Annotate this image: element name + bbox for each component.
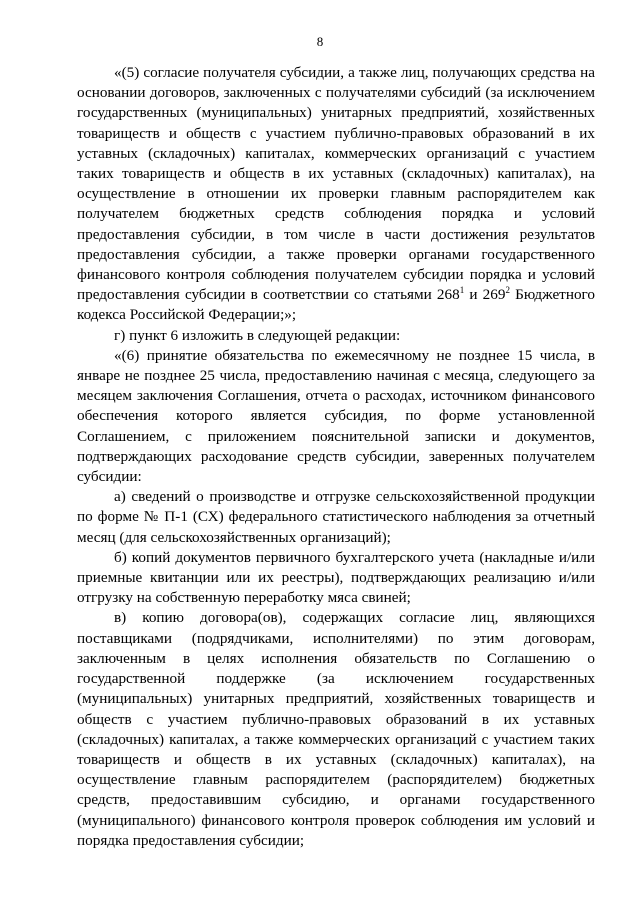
- paragraph-item-a: а) сведений о производстве и отгрузке сельскохозяйственной продукции по форме № П-1 (СХ) федерального статистического наблюдения за отчетный месяц (для сельскохозяйственных организаций);: [77, 488, 595, 546]
- superscript-article-268: 1: [459, 285, 465, 296]
- paragraph-text: «(5) согласие получателя субсидии, а также лиц, получающих средства на основании договоров, заключенных с получателями субсидий (за исключением государственных (муниципальных) унитарных предприятий, хозяйственных товариществ и обществ с участием публично-правовых образований в их уставных (складочных) капиталах, коммерческих организаций с участием таких товариществ и обществ в их уставных (складочных) капиталах), на осуществление в отношении их проверки главным распорядителем как получателем бюджетных средств соблюдения порядка и условий предоставления субсидии, в том числе в части достижения результатов предоставления субсидии, а также проверки органами государственного финансового контроля соблюдения получателем субсидии порядка и условий предоставления субсидии в соответствии со статьями 268: [77, 64, 595, 304]
- paragraph-amendment-item-g: г) пункт 6 изложить в следующей редакции:: [114, 326, 401, 344]
- paragraph-consent-clause-5: [77, 63, 595, 326]
- page-number: 8: [316, 34, 324, 49]
- document-body: [77, 63, 595, 851]
- paragraph-obligation-clause-6: «(6) принятие обязательства по ежемесячному не позднее 15 числа, в январе не позднее 25 числа, предоставлению начиная с месяца, следующего за месяцем заключения Соглашения, отчета о расходах, источником финансового обеспечения которого является субсидия, по форме установленной Соглашением, с приложением пояснительной записки и документов, подтверждающих расходование средств субсидии, заверенных получателем субсидии:: [77, 346, 595, 486]
- paragraph-item-b: б) копий документов первичного бухгалтерского учета (накладные и/или приемные квитанции или их реестры), подтверждающих реализацию и/или отгрузку на собственную переработку мяса свиней;: [77, 548, 595, 607]
- superscript-article-269: 2: [505, 285, 510, 296]
- paragraph-text: и 269: [464, 286, 506, 304]
- paragraph-item-v: в) копию договора(ов), содержащих согласие лиц, являющихся поставщиками (подрядчиками, исполнителями) по этим договорам, заключенным в целях исполнения обязательств по Соглашению о государственной поддержке (за исключением государственных (муниципальных) унитарных предприятий, хозяйственных товариществ и обществ с участием публично-правовых образований в их уставных (складочных) капиталах, а также коммерческих организаций с участием таких товариществ и обществ в их уставных (складочных) капиталах), на осуществление главным распорядителем (распорядителем) бюджетных средств, предоставившим субсидию, и органами государственного (муниципального) финансового контроля проверок соблюдения им условий и порядка предоставления субсидии;: [77, 609, 595, 849]
- paragraph-text: Бюджетного кодекса Российской Федерации;»;: [77, 286, 595, 324]
